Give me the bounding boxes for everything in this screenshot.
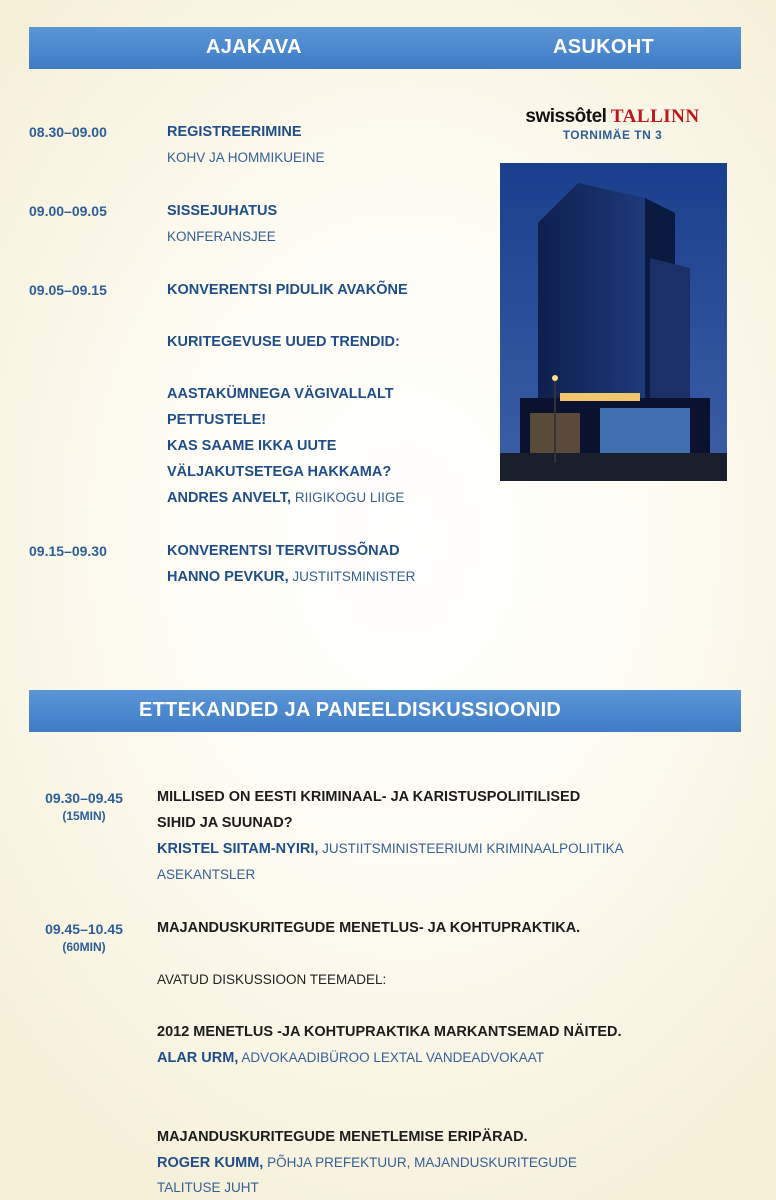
- speaker-role: ASEKANTSLER: [157, 867, 256, 882]
- session-duration: (15MIN): [62, 809, 106, 823]
- hotel-logo: [525, 106, 700, 142]
- schedule-time: 08.30–09.00: [29, 124, 107, 140]
- speaker-name: KRISTEL SIITAM-NYIRI,: [157, 841, 319, 857]
- session-title: MILLISED ON EESTI KRIMINAAL- JA KARISTUSPOLIITILISED: [157, 789, 581, 805]
- location-heading: ASUKOHT: [553, 36, 654, 58]
- session-time-range: 09.45–10.45: [45, 921, 123, 937]
- session-title: SIHID JA SUUNAD?: [157, 815, 293, 831]
- session-time-range: 09.30–09.45: [45, 790, 123, 806]
- speaker-role: ADVOKAADIBÜROO LEXTAL VANDEADVOKAAT: [238, 1050, 544, 1065]
- session-title: MAJANDUSKURITEGUDE MENETLUS- JA KOHTUPRAKTIKA.: [157, 920, 581, 936]
- session-topic: MAJANDUSKURITEGUDE MENETLEMISE ERIPÄRAD.: [157, 1129, 528, 1145]
- schedule-speaker-line: [167, 490, 404, 506]
- schedule-heading: AJAKAVA: [206, 36, 302, 58]
- schedule-time: 09.05–09.15: [29, 282, 107, 298]
- schedule-line: VÄLJAKUTSETEGA HAKKAMA?: [167, 464, 392, 480]
- speaker-name: ROGER KUMM,: [157, 1155, 264, 1171]
- session-duration: (60MIN): [62, 940, 106, 954]
- speaker-role: RIIGIKOGU LIIGE: [291, 490, 405, 505]
- schedule-time: 09.15–09.30: [29, 543, 107, 559]
- schedule-sub: KONFERANSJEE: [167, 229, 276, 244]
- schedule-title: KONVERENTSI PIDULIK AVAKÕNE: [167, 282, 408, 298]
- schedule-line: KAS SAAME IKKA UUTE: [167, 438, 337, 454]
- schedule-line: AASTAKÜMNEGA VÄGIVALLALT: [167, 386, 394, 402]
- speaker-role: JUSTIITSMINISTEERIUMI KRIMINAALPOLIITIKA: [318, 841, 624, 856]
- hotel-city: TALLINN: [610, 106, 700, 127]
- speaker-name: HANNO PEVKUR,: [167, 569, 289, 585]
- schedule-subtitle: KURITEGEVUSE UUED TRENDID:: [167, 334, 400, 350]
- schedule-title: KONVERENTSI TERVITUSSÕNAD: [167, 543, 400, 559]
- schedule-line: PETTUSTELE!: [167, 412, 267, 428]
- hotel-address: TORNIMÄE TN 3: [562, 128, 663, 142]
- presentations-heading: ETTEKANDED JA PANEELDISKUSSIOONID: [139, 699, 562, 721]
- schedule-speaker-line: [167, 569, 415, 585]
- hotel-brand: swissôtel: [525, 106, 607, 127]
- session-speaker-line: [157, 841, 624, 857]
- speaker-name: ANDRES ANVELT,: [167, 490, 292, 506]
- speaker-role: TALITUSE JUHT: [157, 1180, 259, 1195]
- presentations-header-bar: [29, 690, 741, 732]
- session-intro: AVATUD DISKUSSIOON TEEMADEL:: [157, 972, 387, 987]
- session-speaker-line: [157, 1155, 577, 1171]
- session-topic: 2012 MENETLUS -JA KOHTUPRAKTIKA MARKANTSEMAD NÄITED.: [157, 1024, 622, 1040]
- schedule-header-bar: [29, 27, 741, 69]
- session-time: [32, 920, 136, 956]
- speaker-role: PÕHJA PREFEKTUUR, MAJANDUSKURITEGUDE: [263, 1155, 577, 1170]
- schedule-title: REGISTREERIMINE: [167, 124, 302, 140]
- schedule-time: 09.00–09.05: [29, 203, 107, 219]
- schedule-sub: KOHV JA HOMMIKUEINE: [167, 150, 325, 165]
- hotel-building-photo: [500, 163, 727, 481]
- session-time: [32, 789, 136, 825]
- speaker-role: JUSTIITSMINISTER: [288, 569, 416, 584]
- schedule-title: SISSEJUHATUS: [167, 203, 278, 219]
- session-speaker-line: [157, 1050, 544, 1066]
- speaker-name: ALAR URM,: [157, 1050, 239, 1066]
